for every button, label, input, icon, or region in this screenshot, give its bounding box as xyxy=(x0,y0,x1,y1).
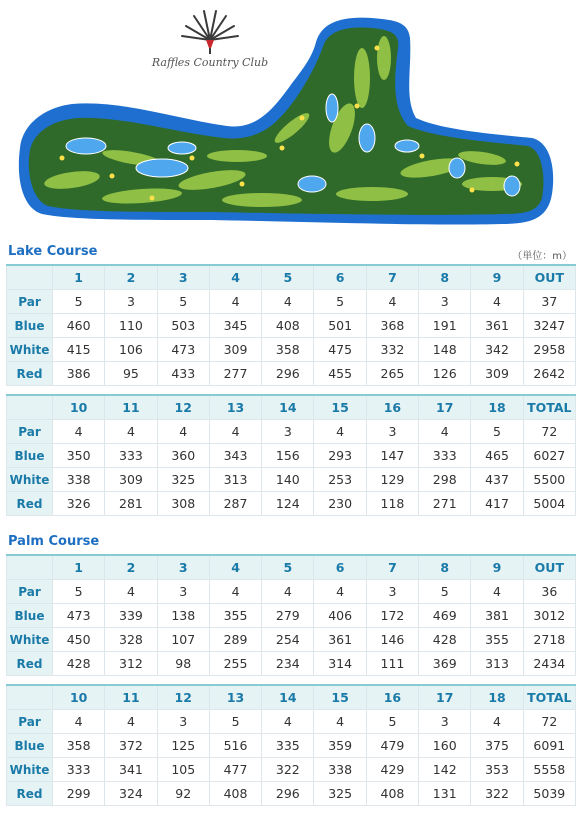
score-cell: 3 xyxy=(262,420,314,444)
score-cell: 477 xyxy=(209,758,261,782)
score-cell: 5 xyxy=(419,580,471,604)
score-cell: 126 xyxy=(419,362,471,386)
score-cell: 107 xyxy=(157,628,209,652)
score-cell: 473 xyxy=(53,604,105,628)
score-cell: 308 xyxy=(157,492,209,516)
score-cell: 3 xyxy=(157,580,209,604)
score-cell: 372 xyxy=(105,734,157,758)
score-cell: 98 xyxy=(157,652,209,676)
score-cell: 4 xyxy=(157,420,209,444)
hole-header: 9 xyxy=(471,265,523,290)
score-cell: 469 xyxy=(419,604,471,628)
score-cell: 4 xyxy=(209,420,261,444)
score-cell: 5 xyxy=(157,290,209,314)
header-corner xyxy=(7,265,53,290)
score-cell: 335 xyxy=(262,734,314,758)
hole-header: 16 xyxy=(366,395,418,420)
score-cell: 322 xyxy=(262,758,314,782)
score-cell: 501 xyxy=(314,314,366,338)
score-cell: 124 xyxy=(262,492,314,516)
score-cell: 4 xyxy=(53,420,105,444)
score-cell: 408 xyxy=(209,782,261,806)
hole-header: 11 xyxy=(105,685,157,710)
course-map xyxy=(12,8,556,236)
row-label: Par xyxy=(7,290,53,314)
score-cell: 355 xyxy=(209,604,261,628)
score-cell: 324 xyxy=(105,782,157,806)
score-cell: 160 xyxy=(419,734,471,758)
palm-course-title: Palm Course xyxy=(8,534,100,549)
score-cell: 3 xyxy=(366,420,418,444)
tee-row-par xyxy=(7,420,576,444)
score-cell: 3 xyxy=(419,710,471,734)
score-cell: 95 xyxy=(105,362,157,386)
score-cell: 296 xyxy=(262,362,314,386)
hole-header: 14 xyxy=(262,685,314,710)
score-cell: 355 xyxy=(471,628,523,652)
hole-header: 13 xyxy=(209,395,261,420)
score-cell: 381 xyxy=(471,604,523,628)
hole-header: 3 xyxy=(157,265,209,290)
score-cell: 4 xyxy=(262,580,314,604)
score-cell: 455 xyxy=(314,362,366,386)
score-cell: 309 xyxy=(105,468,157,492)
score-cell: 4 xyxy=(471,580,523,604)
tee-row-white xyxy=(7,338,576,362)
score-cell: 406 xyxy=(314,604,366,628)
hole-header: OUT xyxy=(523,555,575,580)
header-corner xyxy=(7,395,53,420)
score-cell: 339 xyxy=(105,604,157,628)
score-cell: 5 xyxy=(471,420,523,444)
tee-row-par xyxy=(7,290,576,314)
score-cell: 172 xyxy=(366,604,418,628)
score-cell: 4 xyxy=(262,290,314,314)
score-cell: 460 xyxy=(53,314,105,338)
tee-row-red xyxy=(7,362,576,386)
score-cell: 314 xyxy=(314,652,366,676)
score-cell: 2718 xyxy=(523,628,575,652)
club-name: Raffles Country Club xyxy=(151,56,269,69)
score-cell: 287 xyxy=(209,492,261,516)
score-cell: 375 xyxy=(471,734,523,758)
score-cell: 4 xyxy=(53,710,105,734)
row-label: White xyxy=(7,468,53,492)
hole-header: 1 xyxy=(53,555,105,580)
hole-header: TOTAL xyxy=(523,685,575,710)
score-cell: 156 xyxy=(262,444,314,468)
score-cell: 129 xyxy=(366,468,418,492)
hole-header: 12 xyxy=(157,395,209,420)
score-cell: 4 xyxy=(471,710,523,734)
score-cell: 92 xyxy=(157,782,209,806)
score-cell: 279 xyxy=(262,604,314,628)
palm-front-table xyxy=(6,554,576,676)
hole-header: 10 xyxy=(53,395,105,420)
score-cell: 289 xyxy=(209,628,261,652)
tee-row-blue xyxy=(7,734,576,758)
score-cell: 350 xyxy=(53,444,105,468)
score-cell: 131 xyxy=(419,782,471,806)
score-cell: 5 xyxy=(53,580,105,604)
tee-row-red xyxy=(7,782,576,806)
score-cell: 341 xyxy=(105,758,157,782)
score-cell: 338 xyxy=(53,468,105,492)
score-cell: 125 xyxy=(157,734,209,758)
header-corner xyxy=(7,685,53,710)
score-cell: 296 xyxy=(262,782,314,806)
score-cell: 408 xyxy=(262,314,314,338)
score-cell: 475 xyxy=(314,338,366,362)
score-cell: 254 xyxy=(262,628,314,652)
score-cell: 3 xyxy=(366,580,418,604)
score-cell: 4 xyxy=(314,710,366,734)
score-cell: 361 xyxy=(314,628,366,652)
score-cell: 140 xyxy=(262,468,314,492)
row-label: Par xyxy=(7,710,53,734)
tee-row-par xyxy=(7,710,576,734)
score-cell: 333 xyxy=(419,444,471,468)
score-cell: 5 xyxy=(314,290,366,314)
palm-back-table xyxy=(6,684,576,806)
score-cell: 142 xyxy=(419,758,471,782)
palm-tree-icon xyxy=(178,8,242,54)
score-cell: 4 xyxy=(105,420,157,444)
score-cell: 503 xyxy=(157,314,209,338)
hole-header: 15 xyxy=(314,395,366,420)
score-cell: 110 xyxy=(105,314,157,338)
score-cell: 473 xyxy=(157,338,209,362)
score-cell: 359 xyxy=(314,734,366,758)
hole-header: 5 xyxy=(262,265,314,290)
score-cell: 328 xyxy=(105,628,157,652)
hole-header: 3 xyxy=(157,555,209,580)
club-logo xyxy=(150,8,270,88)
score-cell: 322 xyxy=(471,782,523,806)
hole-header: 4 xyxy=(209,555,261,580)
score-cell: 105 xyxy=(157,758,209,782)
hole-header: 18 xyxy=(471,395,523,420)
unit-note: （単位：m） xyxy=(512,251,572,262)
hole-header: 4 xyxy=(209,265,261,290)
score-cell: 433 xyxy=(157,362,209,386)
score-cell: 5039 xyxy=(523,782,575,806)
score-cell: 332 xyxy=(366,338,418,362)
hole-header: 5 xyxy=(262,555,314,580)
tee-row-red xyxy=(7,652,576,676)
score-cell: 342 xyxy=(471,338,523,362)
score-cell: 408 xyxy=(366,782,418,806)
tee-row-par xyxy=(7,580,576,604)
score-cell: 465 xyxy=(471,444,523,468)
tee-row-white xyxy=(7,468,576,492)
score-cell: 5 xyxy=(209,710,261,734)
score-cell: 3 xyxy=(157,710,209,734)
score-cell: 338 xyxy=(314,758,366,782)
score-cell: 5558 xyxy=(523,758,575,782)
score-cell: 118 xyxy=(366,492,418,516)
hole-header: 2 xyxy=(105,555,157,580)
score-cell: 148 xyxy=(419,338,471,362)
score-cell: 313 xyxy=(471,652,523,676)
score-cell: 4 xyxy=(419,420,471,444)
score-cell: 4 xyxy=(262,710,314,734)
score-cell: 386 xyxy=(53,362,105,386)
score-cell: 4 xyxy=(314,420,366,444)
score-cell: 111 xyxy=(366,652,418,676)
score-cell: 277 xyxy=(209,362,261,386)
score-cell: 3 xyxy=(419,290,471,314)
row-label: Blue xyxy=(7,444,53,468)
hole-header: 10 xyxy=(53,685,105,710)
row-label: Blue xyxy=(7,314,53,338)
score-cell: 271 xyxy=(419,492,471,516)
hole-header: 16 xyxy=(366,685,418,710)
hole-header: OUT xyxy=(523,265,575,290)
tee-row-blue xyxy=(7,444,576,468)
hole-header: 14 xyxy=(262,395,314,420)
hole-header: 9 xyxy=(471,555,523,580)
score-cell: 361 xyxy=(471,314,523,338)
score-cell: 191 xyxy=(419,314,471,338)
hole-header: 17 xyxy=(419,395,471,420)
score-cell: 147 xyxy=(366,444,418,468)
hole-header: 6 xyxy=(314,265,366,290)
score-cell: 298 xyxy=(419,468,471,492)
row-label: Blue xyxy=(7,604,53,628)
score-cell: 343 xyxy=(209,444,261,468)
hole-header: 1 xyxy=(53,265,105,290)
score-cell: 234 xyxy=(262,652,314,676)
score-cell: 309 xyxy=(471,362,523,386)
score-cell: 293 xyxy=(314,444,366,468)
score-cell: 4 xyxy=(471,290,523,314)
score-cell: 326 xyxy=(53,492,105,516)
score-cell: 230 xyxy=(314,492,366,516)
hole-header: TOTAL xyxy=(523,395,575,420)
score-cell: 345 xyxy=(209,314,261,338)
lake-course-title: Lake Course xyxy=(8,244,98,259)
score-cell: 4 xyxy=(209,580,261,604)
hole-header: 11 xyxy=(105,395,157,420)
score-cell: 5500 xyxy=(523,468,575,492)
score-cell: 5 xyxy=(366,710,418,734)
hole-header: 8 xyxy=(419,265,471,290)
lake-back-table xyxy=(6,394,576,516)
score-cell: 369 xyxy=(419,652,471,676)
row-label: White xyxy=(7,338,53,362)
score-cell: 4 xyxy=(314,580,366,604)
score-cell: 3247 xyxy=(523,314,575,338)
score-cell: 2958 xyxy=(523,338,575,362)
row-label: Par xyxy=(7,580,53,604)
tee-row-red xyxy=(7,492,576,516)
score-cell: 37 xyxy=(523,290,575,314)
score-cell: 358 xyxy=(262,338,314,362)
hole-header: 8 xyxy=(419,555,471,580)
row-label: Blue xyxy=(7,734,53,758)
score-cell: 333 xyxy=(53,758,105,782)
score-cell: 146 xyxy=(366,628,418,652)
row-label: Par xyxy=(7,420,53,444)
score-cell: 437 xyxy=(471,468,523,492)
score-cell: 312 xyxy=(105,652,157,676)
score-cell: 325 xyxy=(157,468,209,492)
row-label: Red xyxy=(7,492,53,516)
tee-row-blue xyxy=(7,314,576,338)
hole-header: 6 xyxy=(314,555,366,580)
hole-header: 15 xyxy=(314,685,366,710)
score-cell: 333 xyxy=(105,444,157,468)
hole-header: 2 xyxy=(105,265,157,290)
score-cell: 479 xyxy=(366,734,418,758)
score-cell: 450 xyxy=(53,628,105,652)
score-cell: 5 xyxy=(53,290,105,314)
lake-front-table xyxy=(6,264,576,386)
hole-header: 17 xyxy=(419,685,471,710)
hole-header: 12 xyxy=(157,685,209,710)
score-cell: 415 xyxy=(53,338,105,362)
score-cell: 106 xyxy=(105,338,157,362)
score-cell: 429 xyxy=(366,758,418,782)
score-cell: 36 xyxy=(523,580,575,604)
tee-row-white xyxy=(7,628,576,652)
score-cell: 281 xyxy=(105,492,157,516)
score-cell: 2434 xyxy=(523,652,575,676)
score-cell: 299 xyxy=(53,782,105,806)
row-label: Red xyxy=(7,362,53,386)
hole-header: 18 xyxy=(471,685,523,710)
score-cell: 4 xyxy=(366,290,418,314)
header-corner xyxy=(7,555,53,580)
row-label: White xyxy=(7,758,53,782)
score-cell: 4 xyxy=(105,580,157,604)
row-label: White xyxy=(7,628,53,652)
score-cell: 360 xyxy=(157,444,209,468)
score-cell: 253 xyxy=(314,468,366,492)
score-cell: 3 xyxy=(105,290,157,314)
score-cell: 428 xyxy=(53,652,105,676)
score-cell: 6091 xyxy=(523,734,575,758)
score-cell: 313 xyxy=(209,468,261,492)
score-cell: 72 xyxy=(523,420,575,444)
hole-header: 13 xyxy=(209,685,261,710)
score-cell: 325 xyxy=(314,782,366,806)
score-cell: 2642 xyxy=(523,362,575,386)
row-label: Red xyxy=(7,782,53,806)
hole-header: 7 xyxy=(366,555,418,580)
score-cell: 417 xyxy=(471,492,523,516)
score-cell: 255 xyxy=(209,652,261,676)
score-cell: 3012 xyxy=(523,604,575,628)
score-cell: 358 xyxy=(53,734,105,758)
tee-row-blue xyxy=(7,604,576,628)
score-cell: 265 xyxy=(366,362,418,386)
score-cell: 4 xyxy=(105,710,157,734)
score-cell: 72 xyxy=(523,710,575,734)
score-cell: 309 xyxy=(209,338,261,362)
score-cell: 353 xyxy=(471,758,523,782)
score-cell: 428 xyxy=(419,628,471,652)
row-label: Red xyxy=(7,652,53,676)
score-cell: 516 xyxy=(209,734,261,758)
score-cell: 6027 xyxy=(523,444,575,468)
score-cell: 138 xyxy=(157,604,209,628)
hole-header: 7 xyxy=(366,265,418,290)
tee-row-white xyxy=(7,758,576,782)
score-cell: 5004 xyxy=(523,492,575,516)
score-cell: 368 xyxy=(366,314,418,338)
score-cell: 4 xyxy=(209,290,261,314)
